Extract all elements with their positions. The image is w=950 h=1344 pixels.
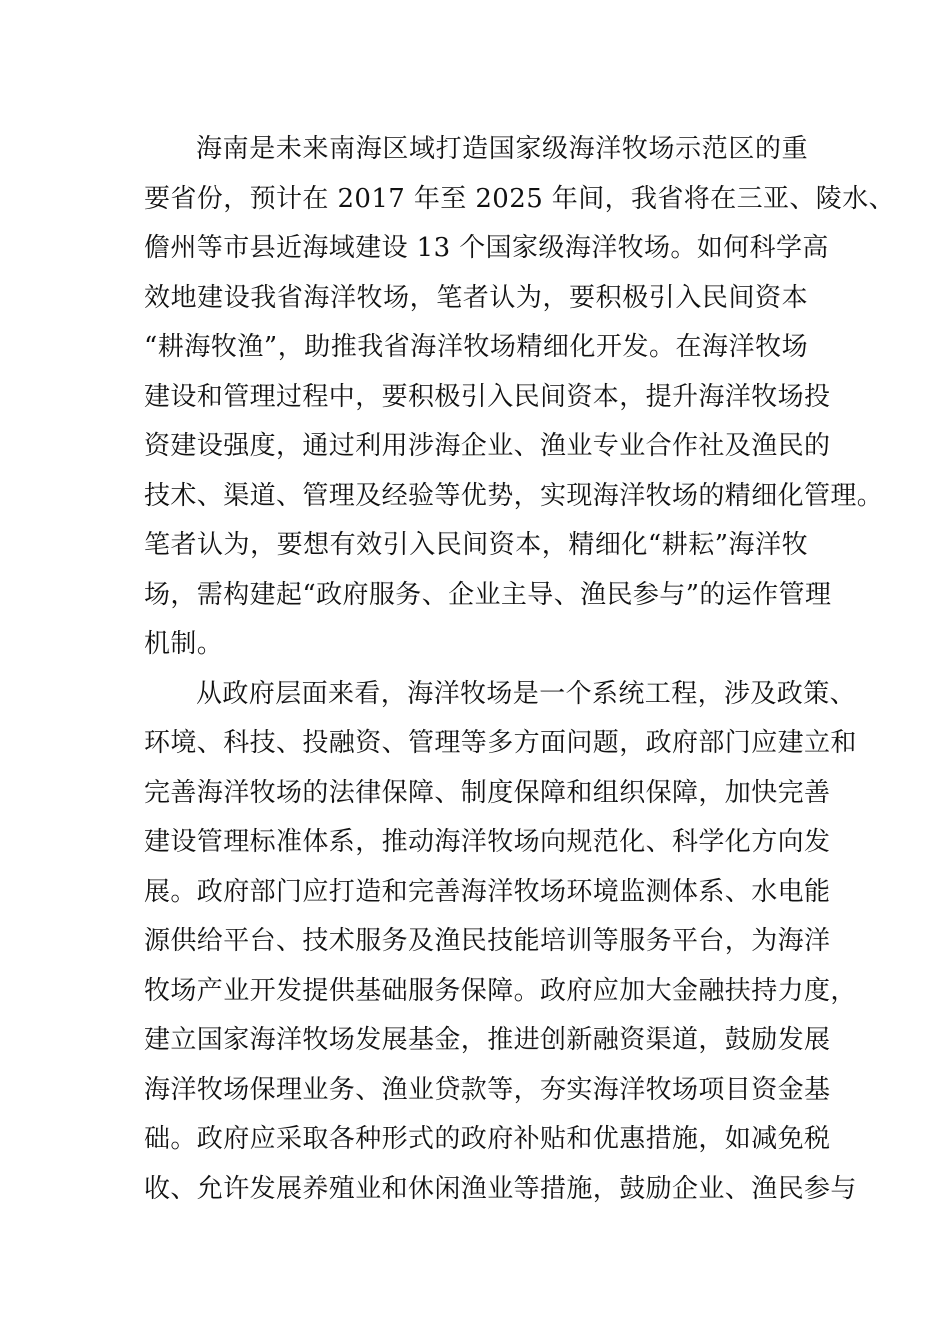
text-line: 建设管理标准体系，推动海洋牧场向规范化、科学化方向发 — [144, 827, 831, 857]
paragraph-1 — [144, 125, 895, 670]
text-line: 笔者认为，要想有效引入民间资本，精细化“耕耘”海洋牧 — [144, 530, 808, 560]
text-line: 环境、科技、投融资、管理等多方面问题，政府部门应建立和 — [144, 728, 857, 758]
body-text — [144, 125, 895, 1214]
paragraph-2 — [144, 670, 857, 1215]
text-line: 机制。 — [144, 629, 224, 659]
text-line: 收、允许发展养殖业和休闲渔业等措施，鼓励企业、渔民参与 — [144, 1173, 857, 1204]
text-line: 海南是未来南海区域打造国家级海洋牧场示范区的重 — [196, 134, 808, 164]
text-line: 儋州等市县近海域建设 13 个国家级海洋牧场。如何科学高 — [144, 233, 829, 263]
text-line: 完善海洋牧场的法律保障、制度保障和组织保障，加快完善 — [144, 777, 831, 808]
text-line: 建立国家海洋牧场发展基金，推进创新融资渠道，鼓励发展 — [144, 1025, 831, 1055]
text-line: 源供给平台、技术服务及渔民技能培训等服务平台，为海洋 — [144, 926, 831, 956]
text-line: 从政府层面来看，海洋牧场是一个系统工程，涉及政策、 — [196, 678, 857, 709]
text-line: 要省份，预计在 2017 年至 2025 年间，我省将在三亚、陵水、 — [144, 183, 895, 214]
text-line: “耕海牧渔”，助推我省海洋牧场精细化开发。在海洋牧场 — [144, 332, 808, 362]
text-line: 础。政府应采取各种形式的政府补贴和优惠措施，如减免税 — [144, 1124, 831, 1154]
text-line: 场，需构建起“政府服务、企业主导、渔民参与”的运作管理 — [144, 579, 832, 610]
text-line: 牧场产业开发提供基础服务保障。政府应加大金融扶持力度， — [144, 975, 857, 1006]
text-line: 展。政府部门应打造和完善海洋牧场环境监测体系、水电能 — [144, 876, 831, 907]
text-line: 建设和管理过程中，要积极引入民间资本，提升海洋牧场投 — [144, 381, 831, 412]
text-line: 效地建设我省海洋牧场，笔者认为，要积极引入民间资本 — [144, 282, 808, 313]
text-line: 海洋牧场保理业务、渔业贷款等，夯实海洋牧场项目资金基 — [144, 1074, 831, 1105]
text-line: 技术、渠道、管理及经验等优势，实现海洋牧场的精细化管理。 — [144, 480, 884, 511]
text-line: 资建设强度，通过利用涉海企业、渔业专业合作社及渔民的 — [144, 431, 831, 461]
